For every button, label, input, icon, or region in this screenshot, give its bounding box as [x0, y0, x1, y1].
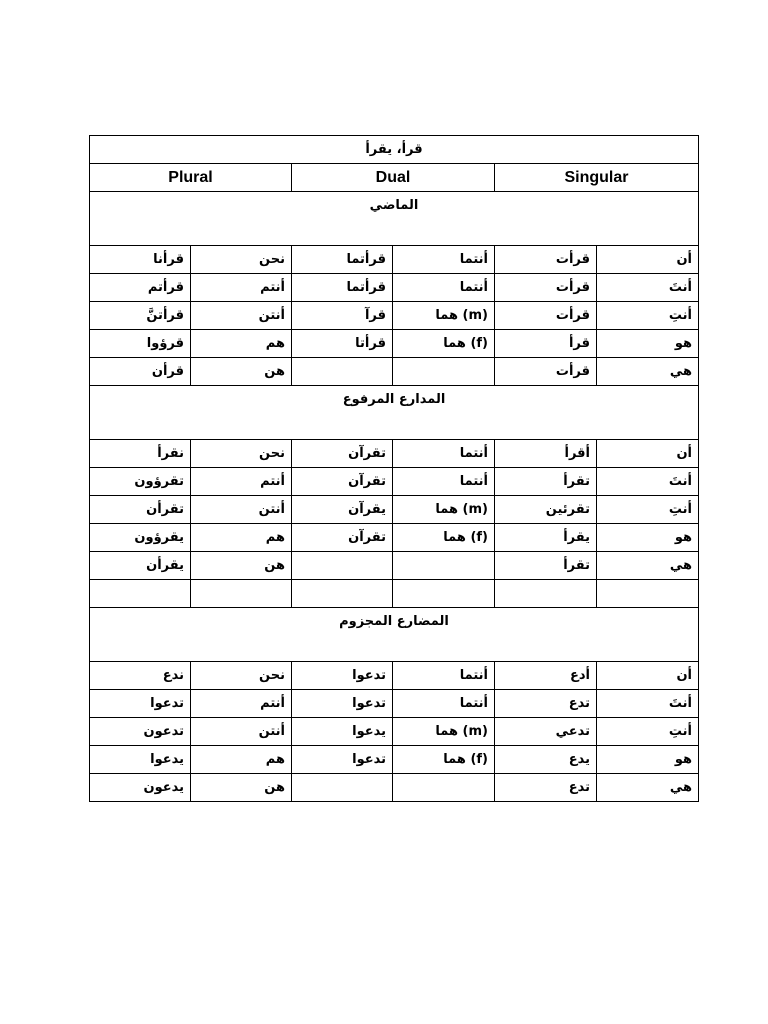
conjugation-table: [89, 135, 699, 802]
pronoun-cell: هن: [191, 774, 292, 802]
section-title: الماضي: [90, 192, 699, 246]
verb-form-cell: يقرآن: [292, 496, 393, 524]
verb-form-cell: يدعون: [90, 774, 191, 802]
pronoun-cell: أنتن: [191, 302, 292, 330]
pronoun-cell: هو: [597, 524, 699, 552]
verb-form-cell: يدعوا: [292, 718, 393, 746]
verb-form-cell: ندع: [90, 662, 191, 690]
section-title-row: [90, 192, 699, 246]
table-row: [90, 440, 699, 468]
verb-form-cell: تدعوا: [292, 662, 393, 690]
verb-form-cell: أقرأ: [495, 440, 597, 468]
pronoun-cell: أنتِ: [597, 718, 699, 746]
verb-form-cell: قرأتا: [292, 330, 393, 358]
verb-form-cell: قرأت: [495, 358, 597, 386]
pronoun-cell: هو: [597, 746, 699, 774]
empty-cell: [393, 580, 495, 608]
verb-form-cell: تدع: [495, 690, 597, 718]
table-row: [90, 690, 699, 718]
verb-form-cell: نقرأ: [90, 440, 191, 468]
verb-form-cell: تدعوا: [292, 746, 393, 774]
verb-form-cell: يدع: [495, 746, 597, 774]
verb-form-cell: تدع: [495, 774, 597, 802]
verb-form-cell: قرأت: [495, 302, 597, 330]
pronoun-cell: هما (f): [393, 746, 495, 774]
table-row: [90, 496, 699, 524]
empty-cell: [292, 580, 393, 608]
verb-form-cell: قرأن: [90, 358, 191, 386]
pronoun-cell: أنتم: [191, 468, 292, 496]
pronoun-cell: أنتِ: [597, 496, 699, 524]
pronoun-cell: نحن: [191, 246, 292, 274]
pronoun-cell: هم: [191, 524, 292, 552]
verb-form-cell: [292, 774, 393, 802]
pronoun-cell: هي: [597, 358, 699, 386]
verb-form-cell: تقرآن: [292, 468, 393, 496]
verb-form-cell: [292, 358, 393, 386]
pronoun-cell: أنتم: [191, 274, 292, 302]
header-row: [90, 164, 699, 192]
pronoun-cell: أنتما: [393, 440, 495, 468]
table-row: [90, 302, 699, 330]
table-row: [90, 746, 699, 774]
section-title: المدارع المرفوع: [90, 386, 699, 440]
pronoun-cell: [393, 552, 495, 580]
pronoun-cell: أنتما: [393, 468, 495, 496]
table-row: [90, 358, 699, 386]
verb-form-cell: تقرأن: [90, 496, 191, 524]
pronoun-cell: أن: [597, 246, 699, 274]
verb-form-cell: قرأتما: [292, 274, 393, 302]
pronoun-cell: نحن: [191, 662, 292, 690]
pronoun-cell: أنتما: [393, 246, 495, 274]
empty-cell: [597, 580, 699, 608]
verb-form-cell: تدعون: [90, 718, 191, 746]
pronoun-cell: هما (m): [393, 718, 495, 746]
empty-cell: [90, 580, 191, 608]
pronoun-cell: نحن: [191, 440, 292, 468]
pronoun-cell: هم: [191, 330, 292, 358]
pronoun-cell: هي: [597, 552, 699, 580]
pronoun-cell: هما (f): [393, 330, 495, 358]
empty-cell: [495, 580, 597, 608]
verb-form-cell: قرؤوا: [90, 330, 191, 358]
table-row: [90, 718, 699, 746]
header-plural: Plural: [90, 164, 292, 192]
table-row: [90, 246, 699, 274]
verb-form-cell: قرأ: [495, 330, 597, 358]
pronoun-cell: هما (m): [393, 302, 495, 330]
verb-form-cell: يقرأ: [495, 524, 597, 552]
pronoun-cell: هن: [191, 552, 292, 580]
title-row: [90, 136, 699, 164]
verb-form-cell: تقرآن: [292, 524, 393, 552]
pronoun-cell: هو: [597, 330, 699, 358]
verb-form-cell: تقرؤون: [90, 468, 191, 496]
table-row: [90, 274, 699, 302]
pronoun-cell: هي: [597, 774, 699, 802]
pronoun-cell: أنتِ: [597, 302, 699, 330]
pronoun-cell: [393, 358, 495, 386]
verb-form-cell: يدعوا: [90, 746, 191, 774]
table-row: [90, 774, 699, 802]
pronoun-cell: أنتما: [393, 662, 495, 690]
pronoun-cell: أنتن: [191, 718, 292, 746]
blank-row: [90, 580, 699, 608]
verb-title: قرأ، يقرأ: [90, 136, 699, 164]
section-title-row: [90, 608, 699, 662]
verb-form-cell: تقرأ: [495, 468, 597, 496]
empty-cell: [191, 580, 292, 608]
pronoun-cell: أنتما: [393, 274, 495, 302]
verb-form-cell: قرأتما: [292, 246, 393, 274]
pronoun-cell: أنتم: [191, 690, 292, 718]
verb-form-cell: قرأتم: [90, 274, 191, 302]
verb-form-cell: تدعوا: [90, 690, 191, 718]
verb-form-cell: [292, 552, 393, 580]
pronoun-cell: هما (m): [393, 496, 495, 524]
pronoun-cell: أن: [597, 440, 699, 468]
section-title-row: [90, 386, 699, 440]
table-row: [90, 524, 699, 552]
verb-form-cell: أدع: [495, 662, 597, 690]
pronoun-cell: أنتما: [393, 690, 495, 718]
header-dual: Dual: [292, 164, 495, 192]
table-row: [90, 330, 699, 358]
verb-form-cell: تقرأ: [495, 552, 597, 580]
verb-form-cell: يقرؤون: [90, 524, 191, 552]
pronoun-cell: هن: [191, 358, 292, 386]
pronoun-cell: أنتن: [191, 496, 292, 524]
table-row: [90, 468, 699, 496]
pronoun-cell: أنتَ: [597, 274, 699, 302]
verb-form-cell: قرأت: [495, 274, 597, 302]
verb-form-cell: قرأنا: [90, 246, 191, 274]
verb-form-cell: قرأتنَّ: [90, 302, 191, 330]
verb-form-cell: قرآ: [292, 302, 393, 330]
pronoun-cell: [393, 774, 495, 802]
verb-form-cell: تدعي: [495, 718, 597, 746]
pronoun-cell: أنتَ: [597, 690, 699, 718]
verb-form-cell: تقرآن: [292, 440, 393, 468]
pronoun-cell: هما (f): [393, 524, 495, 552]
verb-form-cell: يقرأن: [90, 552, 191, 580]
section-title: المضارع المجزوم: [90, 608, 699, 662]
verb-form-cell: تدعوا: [292, 690, 393, 718]
pronoun-cell: أنتَ: [597, 468, 699, 496]
pronoun-cell: هم: [191, 746, 292, 774]
table-row: [90, 552, 699, 580]
table-row: [90, 662, 699, 690]
pronoun-cell: أن: [597, 662, 699, 690]
verb-form-cell: تقرئين: [495, 496, 597, 524]
verb-form-cell: قرأت: [495, 246, 597, 274]
header-singular: Singular: [495, 164, 699, 192]
